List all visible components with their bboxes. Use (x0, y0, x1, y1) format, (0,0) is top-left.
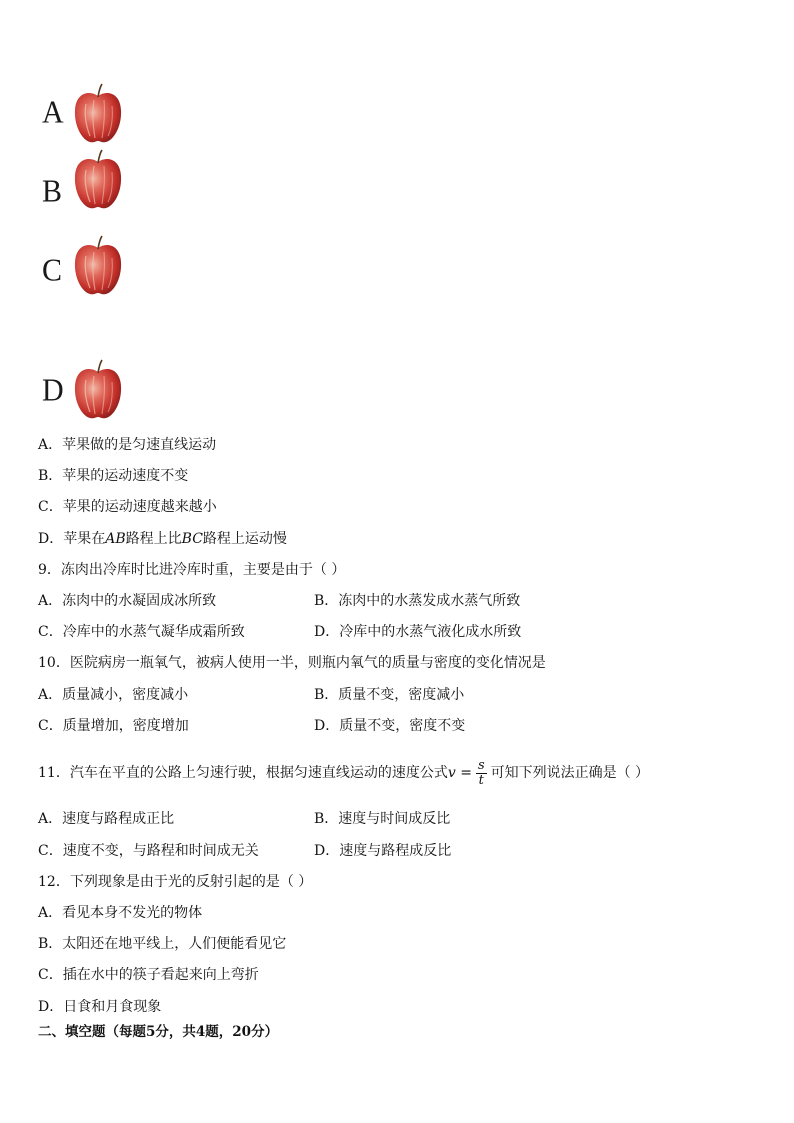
apple-image-b (72, 148, 124, 210)
q9-option-a: A．冻肉中的水凝固成冰所致 (38, 593, 217, 609)
q11-option-d: D．速度与路程成反比 (314, 843, 452, 859)
q9-option-d: D．冷库中的水蒸气液化成水所致 (314, 624, 522, 640)
q8-d-suffix: 路程上运动慢 (202, 531, 287, 547)
q11-option-a: A．速度与路程成正比 (38, 811, 175, 827)
q8-option-c: C．苹果的运动速度越来越小 (38, 499, 217, 515)
q9-option-b: B．冻肉中的水蒸发成水蒸气所致 (314, 593, 521, 609)
q11-option-b: B．速度与时间成反比 (314, 811, 451, 827)
q8-option-a: A．苹果做的是匀速直线运动 (38, 437, 217, 453)
q8-d-seg2: BC (181, 531, 203, 547)
q8-d-mid: 路程上比 (125, 531, 182, 547)
q12-stem: 12．下列现象是由于光的反射引起的是（ ） (38, 874, 313, 890)
q11-formula-den: t (478, 772, 484, 788)
q8-option-d (38, 530, 287, 548)
apple-image-c (72, 234, 124, 296)
q10-option-a: A．质量减小，密度减小 (38, 687, 189, 703)
apple-image-d (72, 358, 124, 420)
q12-option-d: D．日食和月食现象 (38, 999, 162, 1015)
q11-formula-eq: = (460, 765, 472, 781)
figure-label-a: A (42, 95, 64, 130)
q9-option-c: C．冷库中的水蒸气凝华成霜所致 (38, 624, 245, 640)
q8-d-prefix: D．苹果在 (38, 531, 106, 547)
q10-option-b: B．质量不变，密度减小 (314, 687, 465, 703)
q12-option-b: B．太阳还在地平线上，人们便能看见它 (38, 936, 287, 952)
q11-stem-after: 可知下列说法正确是（ ） (490, 765, 650, 781)
q11-formula-num: s (477, 757, 485, 773)
q10-option-d: D．质量不变，密度不变 (314, 718, 466, 734)
q12-option-c: C．插在水中的筷子看起来向上弯折 (38, 967, 259, 983)
q10-stem: 10．医院病房一瓶氧气，被病人使用一半，则瓶内氧气的质量与密度的变化情况是 (38, 655, 546, 671)
q8-option-b: B．苹果的运动速度不变 (38, 468, 189, 484)
q11-stem-before: 11．汽车在平直的公路上匀速行驶，根据匀速直线运动的速度公式 (38, 765, 448, 781)
figure-label-b: B (42, 174, 63, 209)
q9-stem: 9．冻肉出冷库时比进冷库时重，主要是由于（ ） (38, 562, 346, 578)
figure-label-d: D (42, 373, 64, 408)
q10-option-c: C．质量增加，密度增加 (38, 718, 189, 734)
apple-image-a (72, 82, 124, 144)
q11-stem (38, 756, 649, 790)
q11-formula-v: v (447, 765, 456, 781)
section-heading-fill-in: 二、填空题（每题5分，共4题，20分） (38, 1024, 279, 1040)
q12-option-a: A．看见本身不发光的物体 (38, 905, 203, 921)
q11-formula-fraction (476, 759, 487, 788)
figure-label-c: C (42, 253, 63, 288)
q11-option-c: C．速度不变，与路程和时间成无关 (38, 843, 259, 859)
q8-d-seg1: AB (105, 531, 126, 547)
